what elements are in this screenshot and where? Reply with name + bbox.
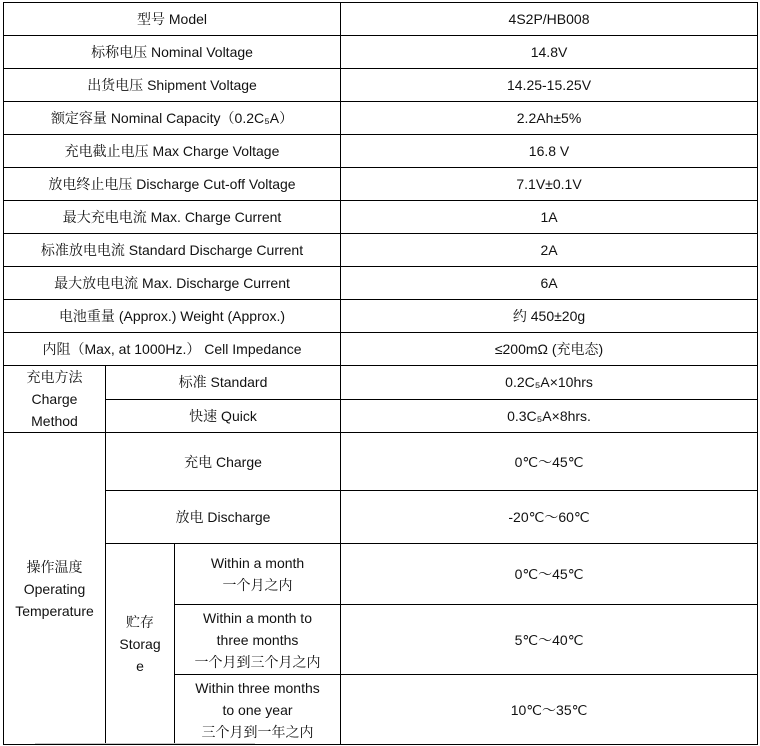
spec-row-shipment-voltage — [4, 69, 758, 102]
spec-row-temp-discharge — [4, 491, 758, 544]
label-line: 充电方法 — [26, 369, 83, 385]
spec-label: 出货电压 Shipment Voltage — [4, 69, 341, 102]
spec-label: 快速 Quick — [106, 399, 341, 433]
spec-label: 型号 Model — [4, 3, 341, 36]
spec-value: 2.2Ah±5% — [341, 102, 758, 135]
spec-row-max-charge-current — [4, 201, 758, 234]
spec-row-nominal-voltage — [4, 36, 758, 69]
spec-row-storage-month — [4, 544, 758, 605]
spec-label: 最大充电电流 Max. Charge Current — [4, 201, 341, 234]
spec-value: 0℃～45℃ — [341, 544, 758, 605]
label-line: Charge — [31, 391, 78, 407]
spec-value: 14.8V — [341, 36, 758, 69]
charge-method-label — [4, 366, 106, 433]
label-line: Within a month — [210, 555, 305, 571]
spec-row-nominal-capacity — [4, 102, 758, 135]
spec-label: 最大放电电流 Max. Discharge Current — [4, 267, 341, 300]
spec-label: 标准放电电流 Standard Discharge Current — [4, 234, 341, 267]
spec-row-weight — [4, 300, 758, 333]
spec-value: 0℃～45℃ — [341, 433, 758, 491]
spec-value: 约 450±20g — [341, 300, 758, 333]
spec-value: 14.25-15.25V — [341, 69, 758, 102]
spec-value: 6A — [341, 267, 758, 300]
spec-label: 充电 Charge — [106, 433, 341, 491]
spec-row-charge-standard — [4, 366, 758, 400]
spec-label: 标称电压 Nominal Voltage — [4, 36, 341, 69]
spec-value: 4S2P/HB008 — [341, 3, 758, 36]
spec-label — [175, 675, 341, 745]
spec-label: 电池重量 (Approx.) Weight (Approx.) — [4, 300, 341, 333]
label-line: 一个月到三个月之内 — [194, 653, 321, 670]
spec-label — [175, 605, 341, 675]
battery-spec-table — [3, 2, 758, 745]
spec-label: 放电终止电压 Discharge Cut-off Voltage — [4, 168, 341, 201]
operating-temperature-label — [4, 433, 106, 745]
spec-label: 内阻（Max, at 1000Hz.） Cell Impedance — [4, 333, 341, 366]
spec-row-max-charge-voltage — [4, 135, 758, 168]
spec-row-standard-discharge-current — [4, 234, 758, 267]
bottom-divider — [35, 743, 255, 744]
spec-value: 1A — [341, 201, 758, 234]
spec-value: 0.3C₅A×8hrs. — [341, 399, 758, 433]
spec-value: 16.8 V — [341, 135, 758, 168]
spec-label: 放电 Discharge — [106, 491, 341, 544]
label-line: Temperature — [15, 602, 94, 619]
spec-row-max-discharge-current — [4, 267, 758, 300]
spec-row-charge-quick — [4, 399, 758, 433]
spec-value: 5℃～40℃ — [341, 605, 758, 675]
spec-value: 2A — [341, 234, 758, 267]
spec-value: ≤200mΩ (充电态) — [341, 333, 758, 366]
label-line: three months — [216, 631, 299, 648]
label-line: Within a month to — [203, 609, 312, 626]
spec-value: -20℃～60℃ — [341, 491, 758, 544]
spec-row-model — [4, 3, 758, 36]
label-line: Method — [31, 413, 78, 429]
spec-row-cell-impedance — [4, 333, 758, 366]
spec-label: 额定容量 Nominal Capacity（0.2C₅A） — [4, 102, 341, 135]
label-line: 操作温度 — [26, 558, 83, 575]
spec-label: 充电截止电压 Max Charge Voltage — [4, 135, 341, 168]
spec-value: 10℃～35℃ — [341, 675, 758, 745]
spec-row-temp-charge — [4, 433, 758, 491]
label-line: 三个月到一年之内 — [201, 723, 314, 740]
label-line: to one year — [222, 701, 293, 718]
spec-value: 0.2C₅A×10hrs — [341, 366, 758, 400]
spec-label — [175, 544, 341, 605]
label-line: e — [136, 658, 144, 674]
spec-label: 标准 Standard — [106, 366, 341, 400]
label-line: 一个月之内 — [222, 577, 293, 593]
label-line: Storag — [119, 636, 161, 652]
label-line: 贮存 — [126, 614, 154, 630]
spec-row-discharge-cutoff-voltage — [4, 168, 758, 201]
label-line: Operating — [23, 580, 86, 597]
label-line: Within three months — [195, 679, 320, 696]
spec-value: 7.1V±0.1V — [341, 168, 758, 201]
storage-label — [106, 544, 175, 745]
